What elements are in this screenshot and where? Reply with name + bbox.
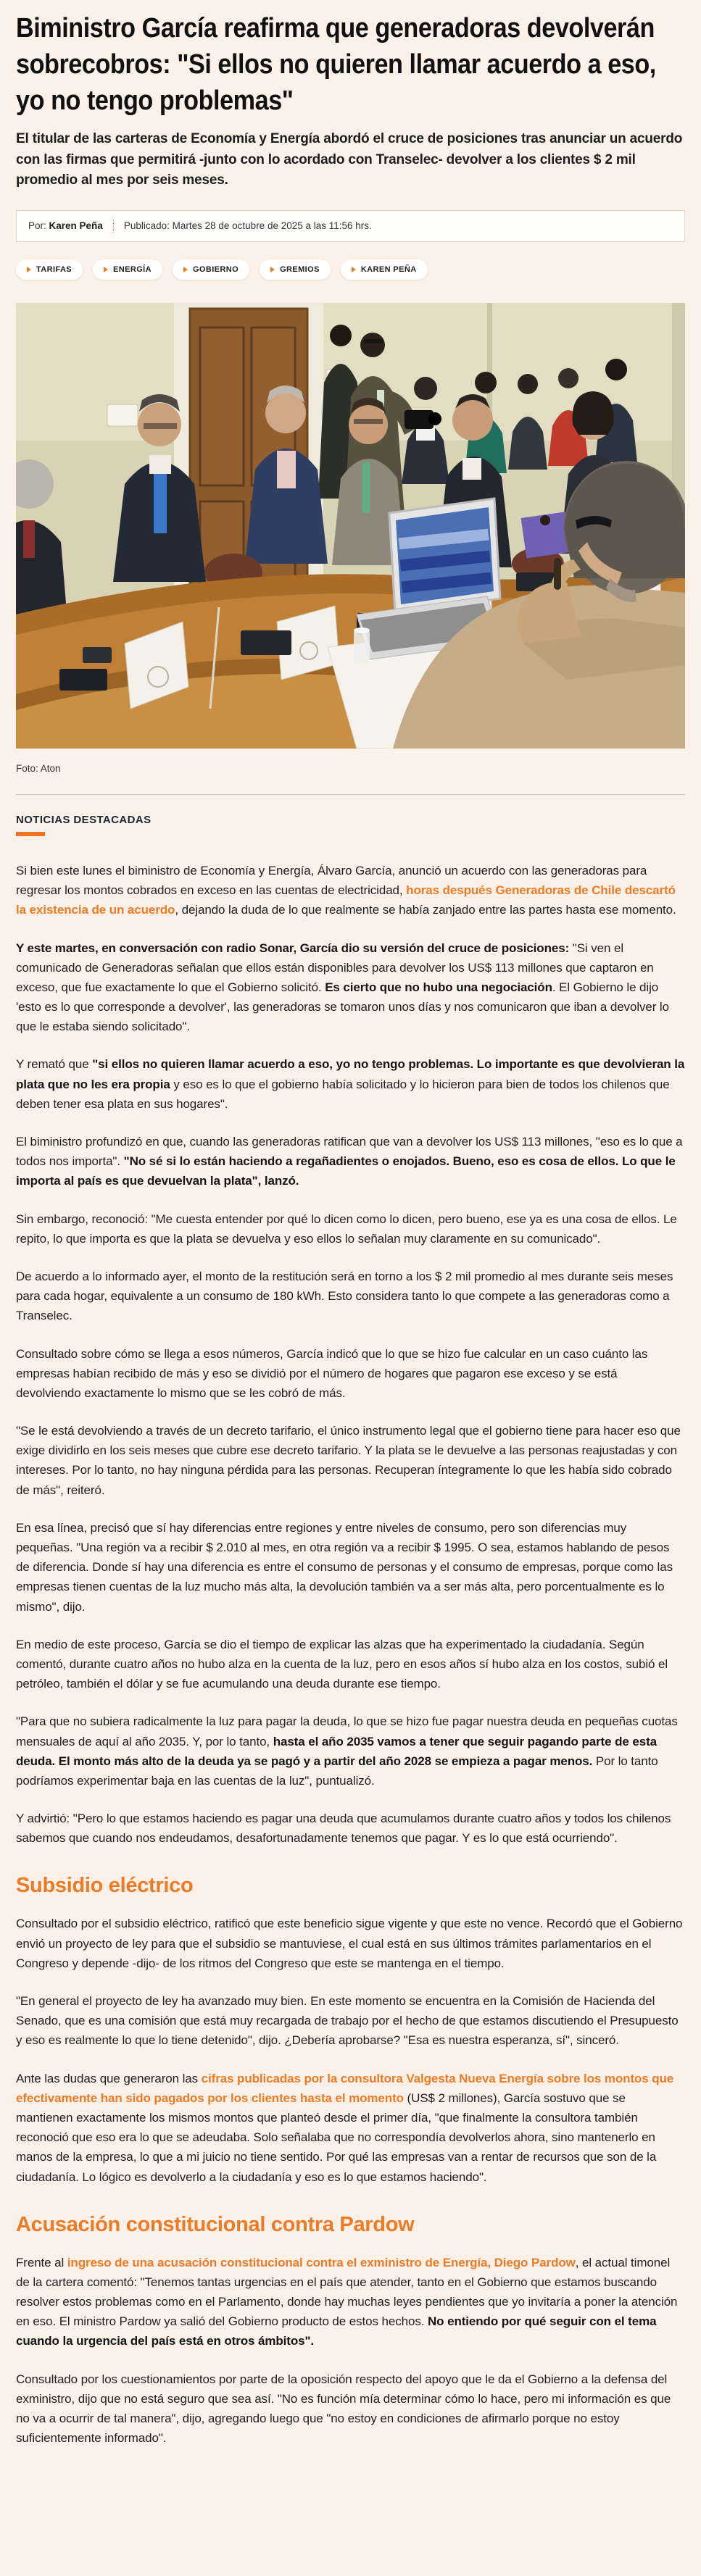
play-icon xyxy=(104,267,108,272)
committee-room-photo xyxy=(16,303,685,749)
article-body xyxy=(16,861,685,2448)
page-title: Biministro García reafirma que generadoras devolverán sobrecobros: "Si ellos no quieren llamar acuerdo a eso, yo no tengo problemas" xyxy=(16,13,656,117)
publish-date: Publicado: Martes 28 de octubre de 2025 a las 11:56 hrs. xyxy=(123,220,372,232)
text-run: , dejando la duda de lo que realmente se había zanjado entre las partes hasta ese momento. xyxy=(175,903,676,917)
tag-pill[interactable] xyxy=(341,259,428,280)
play-icon xyxy=(27,267,31,272)
divider xyxy=(16,794,685,795)
inline-link[interactable]: ingreso de una acusación constitucional contra el exministro de Energía, Diego Pardow xyxy=(67,2255,576,2269)
text-run: y eso es lo que el gobierno había solicitado y lo hicieron para bien de todos los chilenos que deben tener esa plata en sus hogares". xyxy=(16,1077,670,1111)
article-paragraph xyxy=(16,1054,685,1114)
section-label-block xyxy=(16,814,685,836)
inline-link[interactable]: horas después Generadoras de Chile descartó la existencia de un acuerdo xyxy=(16,883,676,917)
tag-pill[interactable] xyxy=(93,259,162,280)
play-icon xyxy=(183,267,188,272)
text-run: "Si ven el comunicado de Generadoras señalan que ellos están disponibles para devolver los US$ 113 millones que captaron en exceso, que fue exactamente lo que el Gobierno solicitó. xyxy=(16,941,654,994)
text-run: Frente al xyxy=(16,2255,67,2269)
tag-label: KAREN PEÑA xyxy=(360,264,417,274)
tag-label: GOBIERNO xyxy=(192,264,239,274)
bold-text: "No sé si lo están haciendo a regañadientes o enojados. Bueno, eso es cosa de ellos. Lo que le importa al país es que devuelvan la plata", lanzó. xyxy=(16,1154,676,1188)
text-run: "Para que no subiera radicalmente la luz para pagar la deuda, lo que se hizo fue pagar nuestra deuda en pequeñas cuotas mensuales de aquí al año 2035. Y, por lo tanto, xyxy=(16,1714,678,1748)
article-paragraph xyxy=(16,861,685,920)
article-paragraph xyxy=(16,938,685,1037)
tag-label: GREMIOS xyxy=(280,264,320,274)
text-run: Por lo tanto podríamos experimentar baja en las cuentas de la luz", puntualizó. xyxy=(16,1754,658,1788)
section-heading: Acusación constitucional contra Pardow xyxy=(16,2212,415,2236)
article-deck: El titular de las carteras de Economía y Energía abordó el cruce de posiciones tras anunciar un acuerdo con las firmas que permitirá -junto con lo acordado con Transelec- devolver a los clientes $ 2 mil promedio al mes por seis meses. xyxy=(16,131,683,188)
article-paragraph xyxy=(16,1209,685,1249)
text-run: Consultado sobre cómo se llega a esos números, García indicó que lo que se hizo fue calcular en un caso cuánto las empresas habían recibido de más y eso se dividió por el número de hogares que pagaron ese exceso y se está devolviendo exactamente lo mismo que se les cobró de más. xyxy=(16,1346,648,1400)
tag-list xyxy=(16,259,685,280)
byline-author xyxy=(28,220,103,231)
byline-separator xyxy=(113,220,114,233)
tag-label: TARIFAS xyxy=(36,264,72,274)
article-paragraph xyxy=(16,2069,685,2187)
tag-pill[interactable] xyxy=(260,259,331,280)
thermostat xyxy=(107,404,138,426)
byline-por-label: Por: xyxy=(28,220,46,232)
text-run: Y advirtió: "Pero lo que estamos haciendo es pagar una deuda que acumulamos durante cuatro años y todos los chilenos sabemos que cuando nos endeudamos, desafortunadamente tenemos que pagar. Y es lo que está ocurriendo". xyxy=(16,1812,671,1846)
text-run: , el actual timonel de la cartera comentó: "Tenemos tantas urgencias en el país que atender, tanto en el Gobierno que estamos buscando resolver estos problemas como en el Parlamento, donde hay muchas leyes pendientes que yo invitaría a poner la atención en eso. El ministro Pardow ya salió del Gobierno producto de estos hechos. xyxy=(16,2255,678,2329)
article-paragraph xyxy=(16,1809,685,1848)
byline xyxy=(16,210,685,242)
photo-caption: Foto: Aton xyxy=(16,762,61,774)
tag-pill[interactable] xyxy=(173,259,249,280)
text-run: Ante las dudas que generaron las xyxy=(16,2071,202,2085)
section-label: NOTICIAS DESTACADAS xyxy=(16,813,152,826)
play-icon xyxy=(270,267,275,272)
article-paragraph xyxy=(16,1712,685,1791)
article-paragraph xyxy=(16,2369,685,2448)
article-paragraph xyxy=(16,1635,685,1694)
article-paragraph xyxy=(16,2253,685,2351)
section-heading: Subsidio eléctrico xyxy=(16,1874,194,1898)
tag-label: ENERGÍA xyxy=(113,264,152,274)
article-paragraph xyxy=(16,1132,685,1191)
text-run: "En general el proyecto de ley ha avanzado muy bien. En este momento se encuentra en la Comisión de Hacienda del Senado, que es una comisión que está muy recargada de trabajo por el hecho de que estamos discutiendo el Presupuesto y eso es realmente lo que lo tiene detenido", dijo. ¿Debería aprobarse? "Esa es nuestra esperanza, sí", sinceró. xyxy=(16,1994,679,2048)
article-paragraph xyxy=(16,1267,685,1326)
article-photo xyxy=(16,303,685,774)
bold-text: "si ellos no quieren llamar acuerdo a eso, yo no tengo problemas. Lo importante es que devolvieran la plata que no les era propia xyxy=(16,1057,685,1091)
text-run: En esa línea, precisó que sí hay diferencias entre regiones y entre niveles de consumo, pero son diferencias muy pequeñas. "Una región va a recibir $ 2.010 al mes, en otra región va a recibir $ 1995. O sea, estamos hablando de pesos de diferencia. Donde sí hay una diferencia es entre el consumo de personas y el consumo de empresas, porque como las empresas tienen cuentas de la luz mucho más alta, la devolución también va a ser más alta, pero porcentualmente es lo mismo", dijo. xyxy=(16,1520,673,1614)
text-run: Si bien este lunes el biministro de Economía y Energía, Álvaro García, anunció un acuerdo con las generadoras para regresar los montos cobrados en exceso en las cuentas de electricidad, xyxy=(16,863,647,898)
article-paragraph xyxy=(16,1991,685,2051)
article-paragraph xyxy=(16,1518,685,1617)
section-label-accent-bar xyxy=(16,832,45,836)
bold-text: hasta el año 2035 vamos a tener que seguir pagando parte de esta deuda. El monto más alto de la deuda ya se pagó y a partir del año 2028 se empieza a pagar menos. xyxy=(16,1734,657,1768)
play-icon xyxy=(352,267,356,272)
text-run: . El Gobierno le dijo 'esto es lo que corresponde a devolver', las generadoras se tomaron unos días y nos comunicaron que iban a devolver lo que le estaba siendo solicitado". xyxy=(16,980,669,1034)
text-run: De acuerdo a lo informado ayer, el monto de la restitución será en torno a los $ 2 mil promedio al mes durante seis meses para cada hogar, equivalente a un consumo de 180 kWh. Esto considera tanto lo que compete a las generadoras como a Transelec. xyxy=(16,1269,673,1323)
inline-link[interactable]: cifras publicadas por la consultora Valgesta Nueva Energía sobre los montos que efectivamente han sido pagados por los clientes hasta el momento xyxy=(16,2071,674,2105)
text-run: Consultado por los cuestionamientos por parte de la oposición respecto del apoyo que le da el Gobierno a la defensa del exministro, dijo que no está seguro que sea así. "No es función mía determinar cómo lo hace, pero mi información es que no va a ocurrir de tal manera", dijo, agregando luego que "no estoy en condiciones de afirmarlo porque no estoy suficientemente informado". xyxy=(16,2372,671,2446)
text-run: Sin embargo, reconoció: "Me cuesta entender por qué lo dicen como lo dicen, pero bueno, ese ya es una cosa de ellos. Le repito, lo que importa es que la plata se devuelva y eso ellos lo señalan muy claramente en su comunicado". xyxy=(16,1212,677,1246)
text-run: (US$ 2 millones), García sostuvo que se mantienen exactamente los mismos montos que planteó desde el primer día, "que finalmente la consultora también reconoció que eso era lo que se adeudaba. Solo señalaba que no correspondía devolverlos ahora, sino mantenerlo en manos de la empresa, lo que a mi juicio no tiene sentido. Por qué las empresas van a rentar de recursos que son de la ciudadanía. Lo lógico es devolverlo a la ciudadanía y eso es lo que estamos haciendo". xyxy=(16,2091,657,2184)
text-run: Y remató que xyxy=(16,1057,93,1072)
article-paragraph xyxy=(16,1914,685,1973)
text-run: "Se le está devolviendo a través de un decreto tarifario, el único instrumento legal que el gobierno tiene para hacer eso que exige dividirlo en los seis meses que cubre ese decreto tarifario. Y la plata se le devuelve a las personas reajustadas y con intereses. Por lo tanto, no hay ninguna pérdida para las personas. Recuperan íntegramente lo que les había sido cobrado de más", reiteró. xyxy=(16,1424,681,1497)
bold-text: Es cierto que no hubo una negociación xyxy=(325,980,552,994)
bold-text: Y este martes, en conversación con radio Sonar, García dio su versión del cruce de posiciones: xyxy=(16,941,573,955)
text-run: En medio de este proceso, García se dio el tiempo de explicar las alzas que ha experimentado la ciudadanía. Según comentó, durante cuatro años no hubo alza en la cuenta de la luz, pero en esos años sí hubo alza en los costos, subió el petróleo, también el dólar y se fue acumulando una deuda durante ese tiempo. xyxy=(16,1637,668,1691)
article-paragraph xyxy=(16,1421,685,1500)
author-name[interactable]: Karen Peña xyxy=(49,220,103,232)
tag-pill[interactable] xyxy=(16,259,83,280)
article-paragraph xyxy=(16,1344,685,1404)
bold-text: No entiendo por qué seguir con el tema cuando la urgencia del país está en otros ámbitos". xyxy=(16,2314,657,2348)
text-run: Consultado por el subsidio eléctrico, ratificó que este beneficio sigue vigente y que este no vence. Recordó que el Gobierno envió un proyecto de ley para que el subsidio se mantuviese, el cual está en sus últimos trámites parlamentarios en el Congreso y depende -dijo- de los ritmos del Congreso que este se mantenga en el tiempo. xyxy=(16,1917,683,1970)
text-run: El biministro profundizó en que, cuando las generadoras ratifican que van a devolver los US$ 113 millones, "eso es lo que a todos nos importa". xyxy=(16,1135,683,1169)
